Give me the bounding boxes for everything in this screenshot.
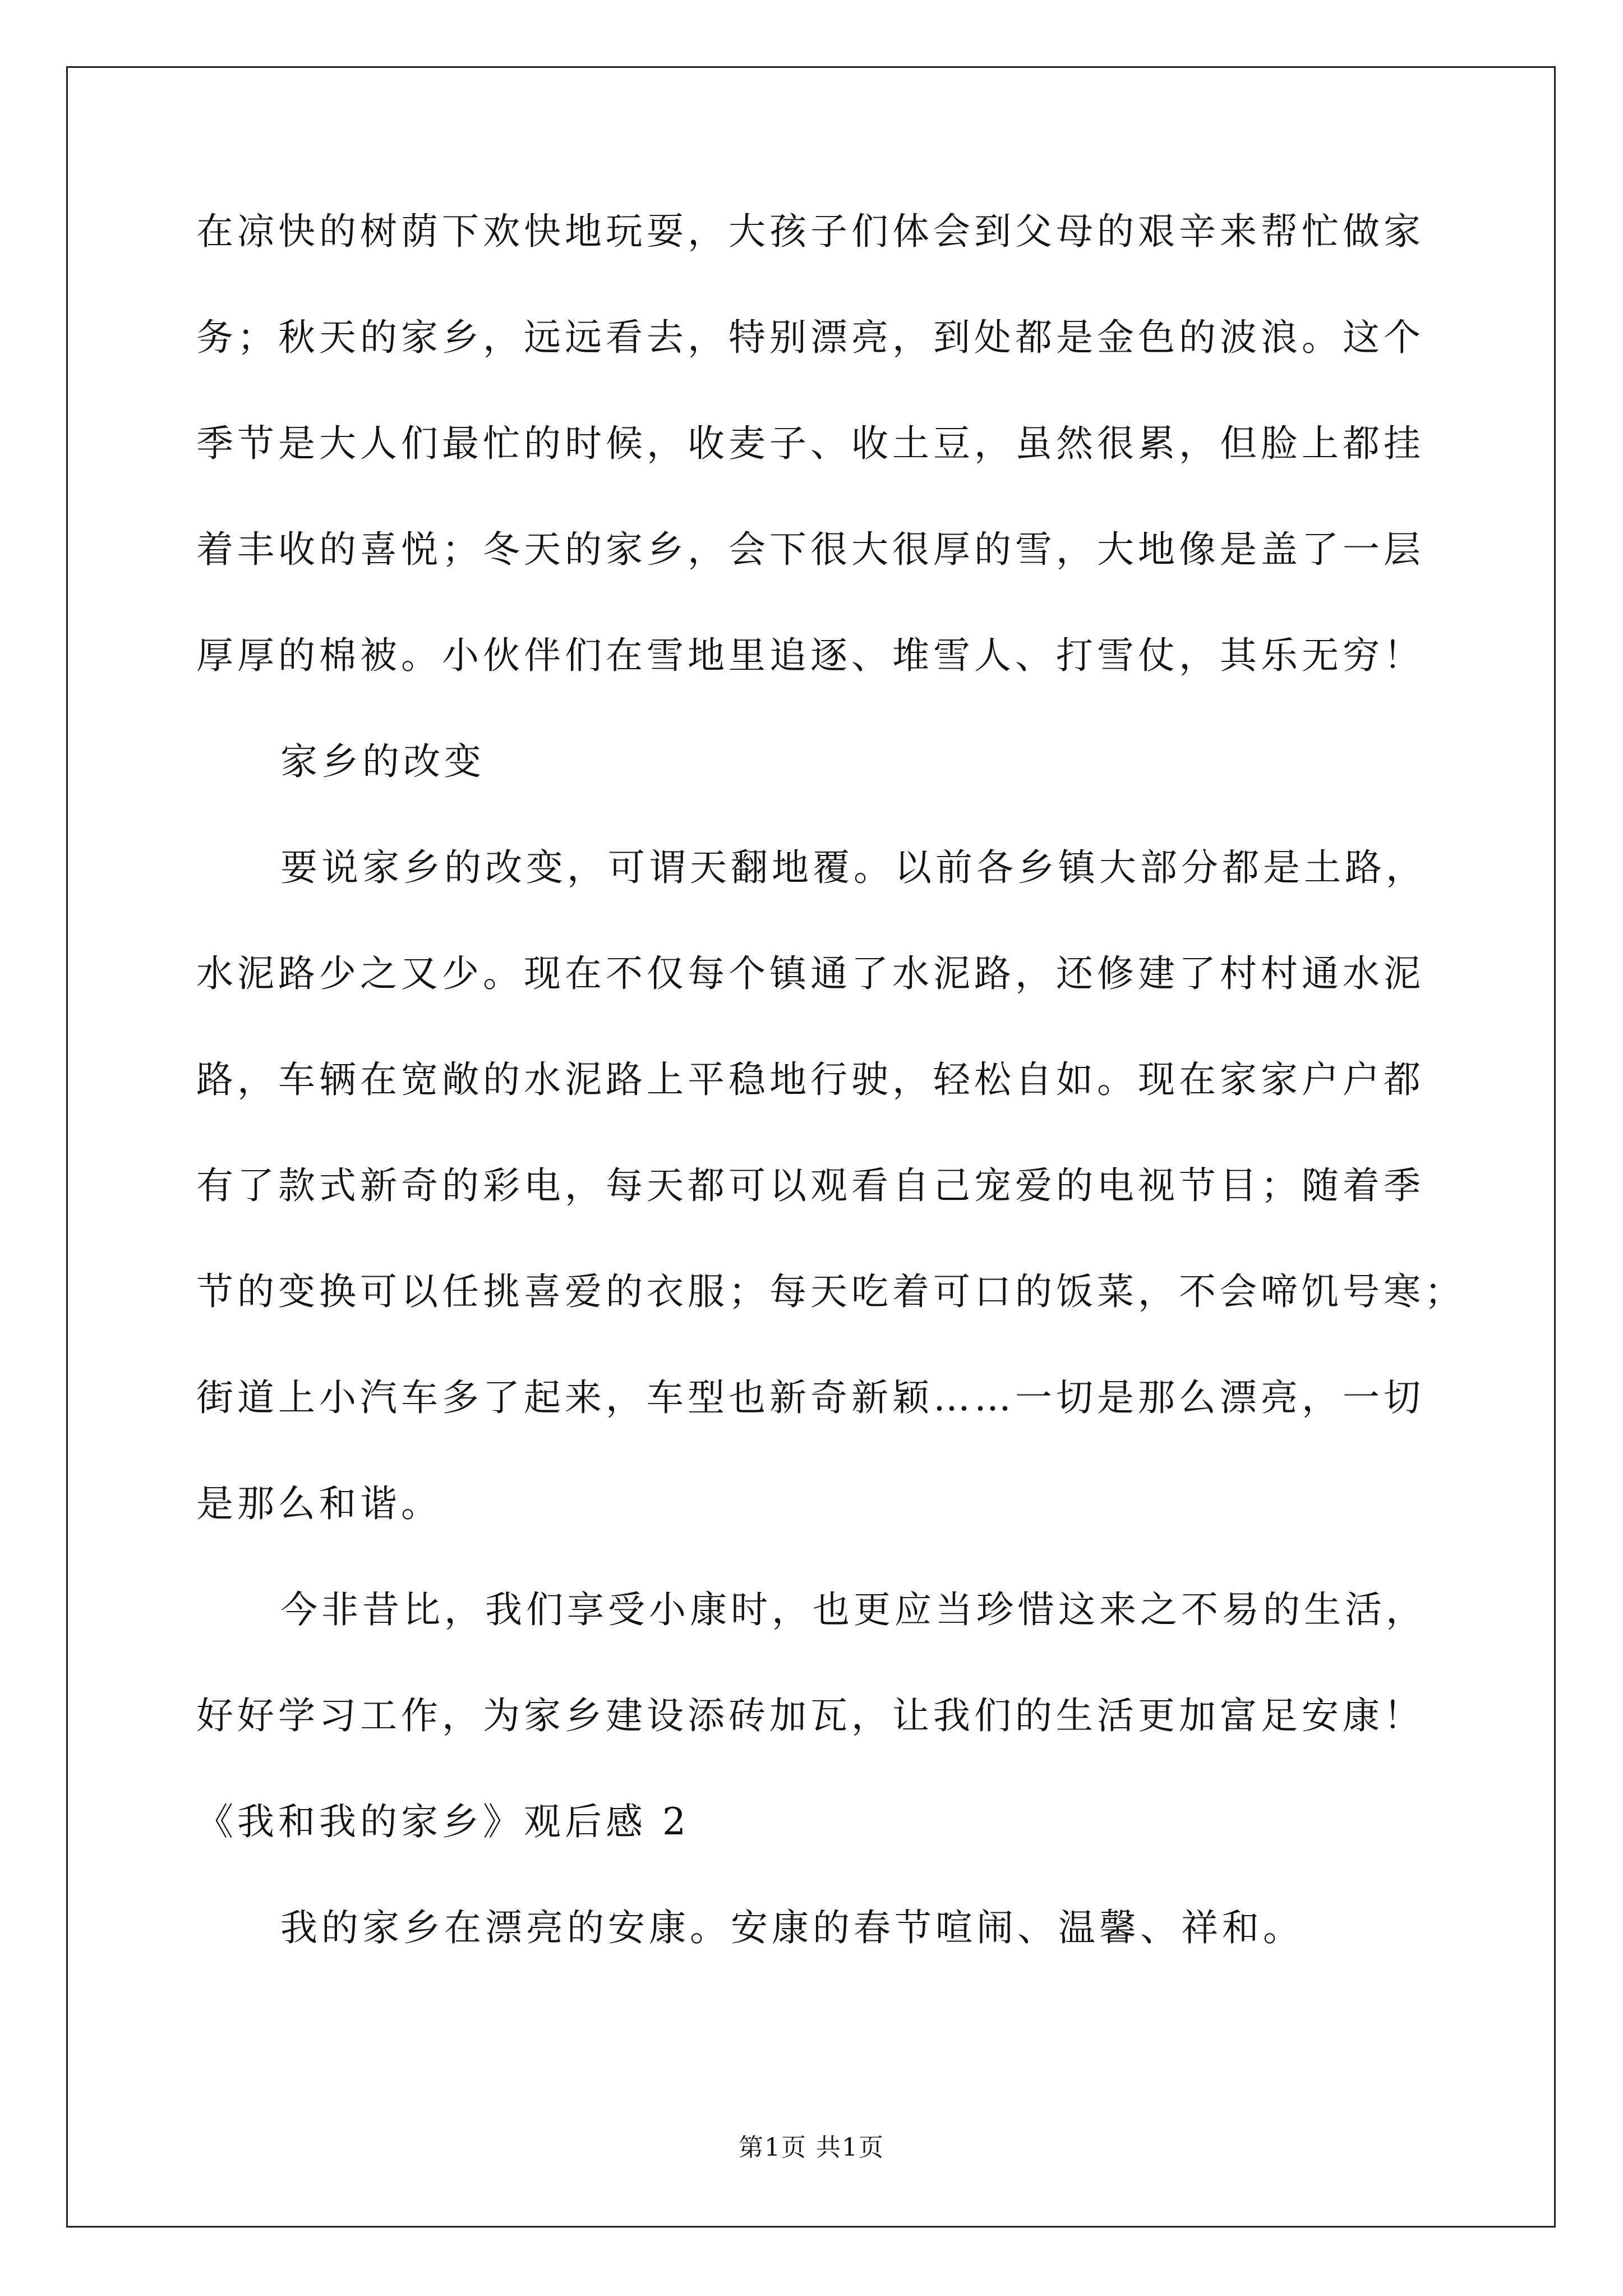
text-line: 水泥路少之又少。现在不仅每个镇通了水泥路，还修建了村村通水泥	[196, 952, 1424, 995]
text-line: 在凉快的树荫下欢快地玩耍，大孩子们体会到父母的艰辛来帮忙做家	[196, 210, 1424, 253]
text-line: 好好学习工作，为家乡建设添砖加瓦，让我们的生活更加富足安康！	[196, 1694, 1424, 1737]
document-body	[196, 210, 1465, 2016]
text-line: 节的变换可以任挑喜爱的衣服；每天吃着可口的饭菜，不会啼饥号寒；	[196, 1270, 1465, 1313]
text-line: 街道上小汽车多了起来，车型也新奇新颖……一切是那么漂亮，一切	[196, 1376, 1424, 1419]
section-heading: 家乡的改变	[280, 740, 485, 783]
text-line: 务；秋天的家乡，远远看去，特别漂亮，到处都是金色的波浪。这个	[196, 316, 1424, 359]
text-line: 着丰收的喜悦；冬天的家乡，会下很大很厚的雪，大地像是盖了一层	[196, 528, 1424, 571]
text-line: 要说家乡的改变，可谓天翻地覆。以前各乡镇大部分都是土路，	[280, 846, 1427, 889]
text-line: 今非昔比，我们享受小康时，也更应当珍惜这来之不易的生活，	[280, 1588, 1427, 1631]
text-line: 厚厚的棉被。小伙伴们在雪地里追逐、堆雪人、打雪仗，其乐无穷！	[196, 634, 1424, 677]
article-title: 《我和我的家乡》观后感 2	[196, 1800, 690, 1843]
text-line: 季节是大人们最忙的时候，收麦子、收土豆，虽然很累，但脸上都挂	[196, 422, 1424, 465]
text-line: 路，车辆在宽敞的水泥路上平稳地行驶，轻松自如。现在家家户户都	[196, 1058, 1424, 1101]
text-line: 我的家乡在漂亮的安康。安康的春节喧闹、温馨、祥和。	[280, 1906, 1304, 1949]
page-footer: 第1页 共1页	[739, 2133, 884, 2162]
text-line: 有了款式新奇的彩电，每天都可以观看自己宠爱的电视节目；随着季	[196, 1164, 1424, 1207]
text-line: 是那么和谐。	[196, 1482, 442, 1525]
